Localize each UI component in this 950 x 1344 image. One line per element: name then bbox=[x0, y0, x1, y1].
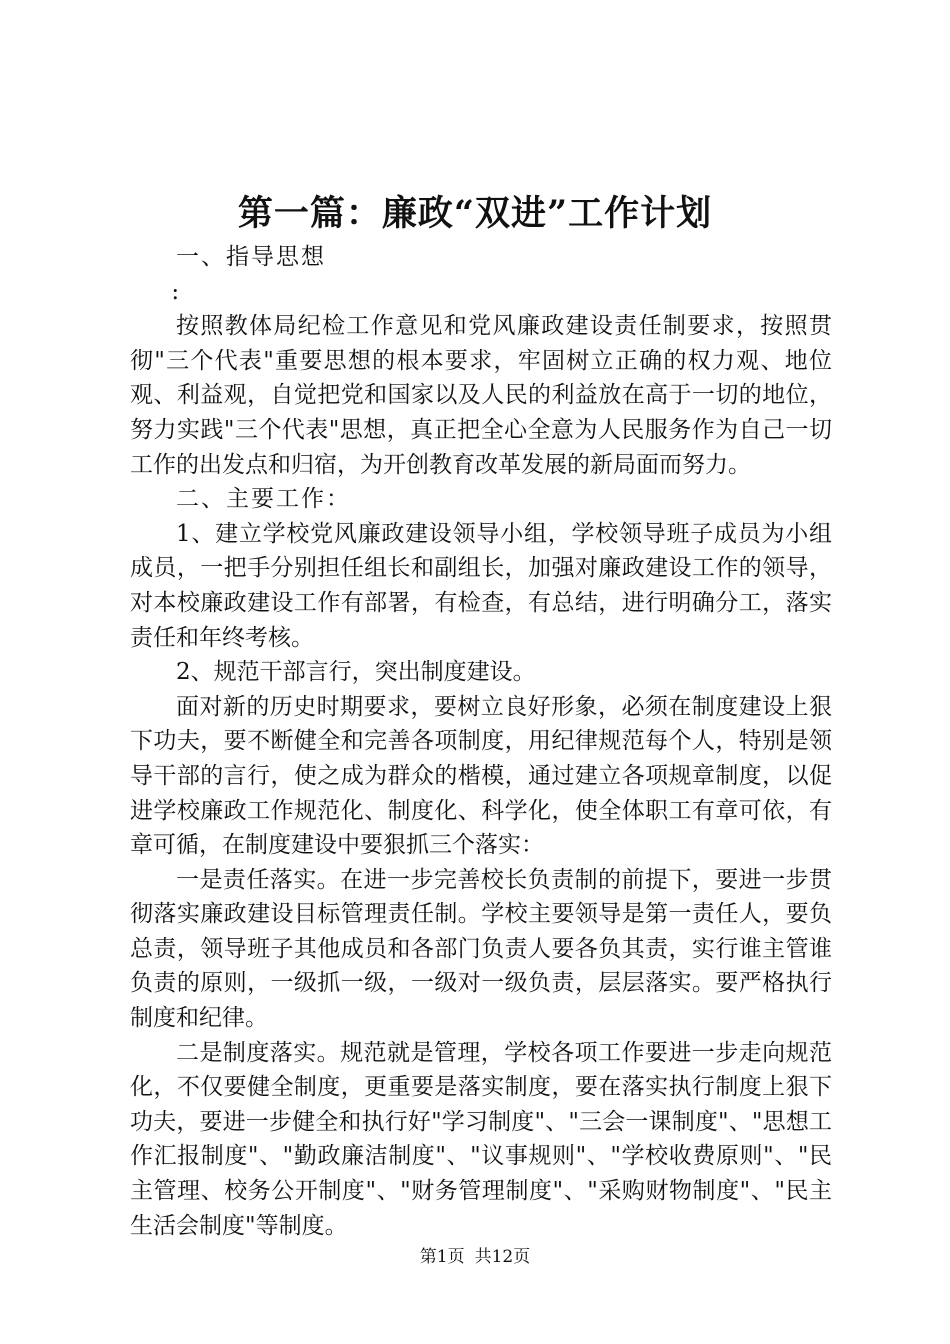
page-total: 共12页 bbox=[474, 1247, 531, 1267]
paragraph-system-building: 面对新的历史时期要求，要树立良好形象，必须在制度建设上狠下功夫，要不断健全和完善各项制度，用纪律规范每个人，特别是领导干部的言行，使之成为群众的楷模，通过建立各项规章制度，以促进学校廉政工作规范化、制度化、科学化，使全体职工有章可依，有章可循，在制度建设中要狠抓三个落实： bbox=[130, 693, 832, 859]
paragraph-system-implementation: 二是制度落实。规范就是管理，学校各项工作要进一步走向规范化，不仅要健全制度，更重要是落实制度，要在落实执行制度上狠下功夫，要进一步健全和执行好"学习制度"、"三会一课制度"、"思想工作汇报制度"、"勤政廉洁制度"、"议事规则"、"学校收费原则"、"民主管理、校务公开制度"、"财务管理制度"、"采购财物制度"、"民主生活会制度"等制度。 bbox=[130, 1039, 832, 1239]
paragraph-item-1: 1、建立学校党风廉政建设领导小组，学校领导班子成员为小组成员，一把手分别担任组长和副组长，加强对廉政建设工作的领导，对本校廉政建设工作有部署，有检查，有总结，进行明确分工，落实责任和年终考核。 bbox=[130, 520, 832, 651]
page-footer bbox=[0, 1242, 950, 1267]
section-heading-main-work: 二、主要工作： bbox=[176, 486, 351, 513]
paragraph-guiding-thought: 按照教体局纪检工作意见和党风廉政建设责任制要求，按照贯彻"三个代表"重要思想的根本要求，牢固树立正确的权力观、地位观、利益观，自觉把党和国家以及人民的利益放在高于一切的地位，努力实践"三个代表"思想，真正把全心全意为人民服务作为自己一切工作的出发点和归宿，为开创教育改革发展的新局面而努力。 bbox=[130, 313, 832, 478]
document-body bbox=[130, 240, 832, 1243]
document-title: 第一篇：廉政“双进”工作计划 bbox=[237, 193, 713, 234]
paragraph-item-2: 2、规范干部言行，突出制度建设。 bbox=[176, 659, 536, 686]
colon-line: : bbox=[171, 278, 180, 305]
paragraph-responsibility: 一是责任落实。在进一步完善校长负责制的前提下，要进一步贯彻落实廉政建设目标管理责任制。学校主要领导是第一责任人，要负总责，领导班子其他成员和各部门负责人要各负其责，实行谁主管谁负责的原则，一级抓一级，一级对一级负责，层层落实。要严格执行制度和纪律。 bbox=[130, 866, 832, 1032]
page-number: 第1页 bbox=[419, 1247, 465, 1267]
section-heading-guiding-thought: 一、指导思想 bbox=[176, 244, 326, 270]
